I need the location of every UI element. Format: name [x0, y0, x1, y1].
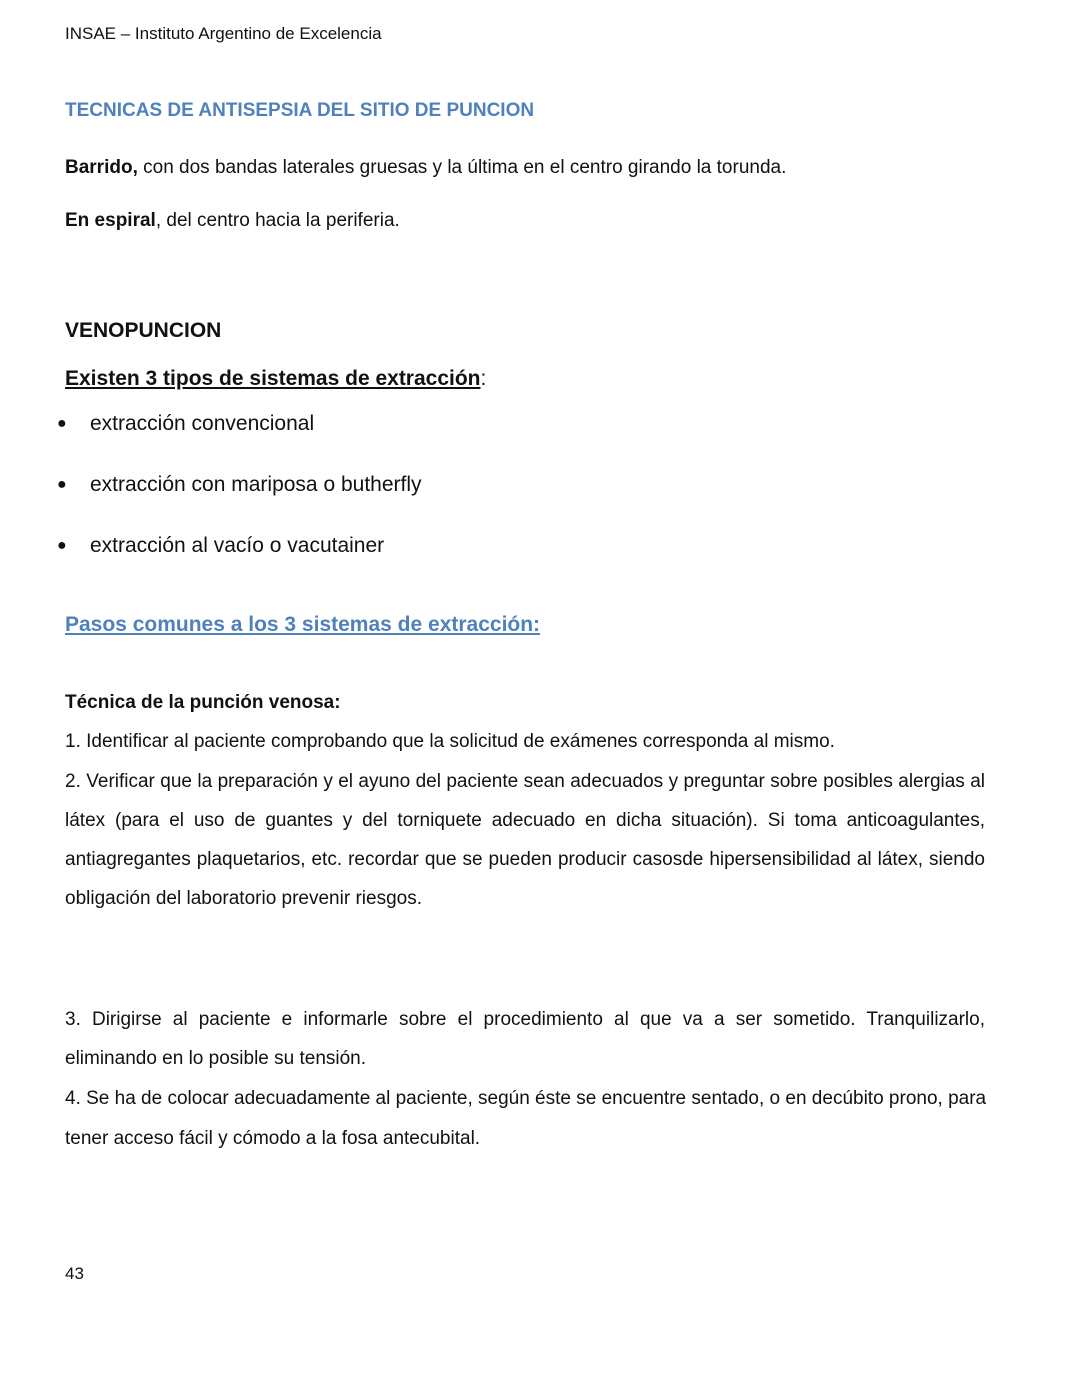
page-header: INSAE – Instituto Argentino de Excelencia	[65, 24, 382, 43]
step-4-line: 4. Se ha de colocar adecuadamente al paciente, según éste se encuentre sentado, o en decúbito prono, para	[65, 1088, 987, 1109]
barrido-text: con dos bandas laterales gruesas y la última en el centro girando la torunda.	[137, 157, 787, 178]
barrido-label: Barrido,	[65, 157, 138, 178]
bullet-icon: ●	[57, 476, 67, 493]
step-4-line: tener acceso fácil y cómodo a la fosa antecubital.	[65, 1128, 481, 1149]
bullet-icon: ●	[57, 415, 67, 432]
step-2-line: antiagregantes plaquetarios, etc. recordar que se pueden producir casosde hipersensibilidad al látex, siendo	[65, 849, 985, 870]
step-1: 1. Identificar al paciente comprobando que la solicitud de exámenes corresponda al mismo.	[65, 731, 835, 752]
list-item	[57, 412, 314, 436]
extraction-systems-subheading	[65, 367, 486, 391]
list-item	[57, 473, 422, 497]
step-3-line: eliminando en lo posible su tensión.	[65, 1048, 367, 1069]
espiral-label: En espiral	[65, 210, 156, 231]
espiral-paragraph	[65, 210, 400, 232]
step-2-line: obligación del laboratorio prevenir riesgos.	[65, 888, 422, 909]
page-number: 43	[65, 1264, 84, 1283]
espiral-text: , del centro hacia la periferia.	[155, 210, 400, 231]
extraction-systems-colon: :	[480, 367, 487, 390]
step-2-line: látex (para el uso de guantes y del torniquete adecuado en dicha situación). Si toma anticoagulantes,	[65, 810, 985, 831]
step-2-line: 2. Verificar que la preparación y el ayuno del paciente sean adecuados y preguntar sobre posibles alergias al	[65, 771, 985, 792]
list-item	[57, 534, 384, 558]
list-item-text: extracción con mariposa o butherfly	[90, 473, 422, 496]
list-item-text: extracción al vacío o vacutainer	[90, 534, 385, 557]
technique-title: Técnica de la punción venosa:	[65, 692, 341, 713]
venopuncion-heading: VENOPUNCION	[65, 319, 222, 342]
step-3-line: 3. Dirigirse al paciente e informarle sobre el procedimiento al que va a ser sometido. Tranquilizarlo,	[65, 1009, 985, 1030]
barrido-paragraph	[65, 157, 786, 179]
antisepsis-section-title: TECNICAS DE ANTISEPSIA DEL SITIO DE PUNCION	[65, 100, 535, 121]
list-item-text: extracción convencional	[90, 412, 315, 435]
common-steps-title: Pasos comunes a los 3 sistemas de extracción:	[65, 613, 541, 636]
bullet-icon: ●	[57, 537, 67, 554]
extraction-systems-title: Existen 3 tipos de sistemas de extracción	[65, 367, 481, 390]
